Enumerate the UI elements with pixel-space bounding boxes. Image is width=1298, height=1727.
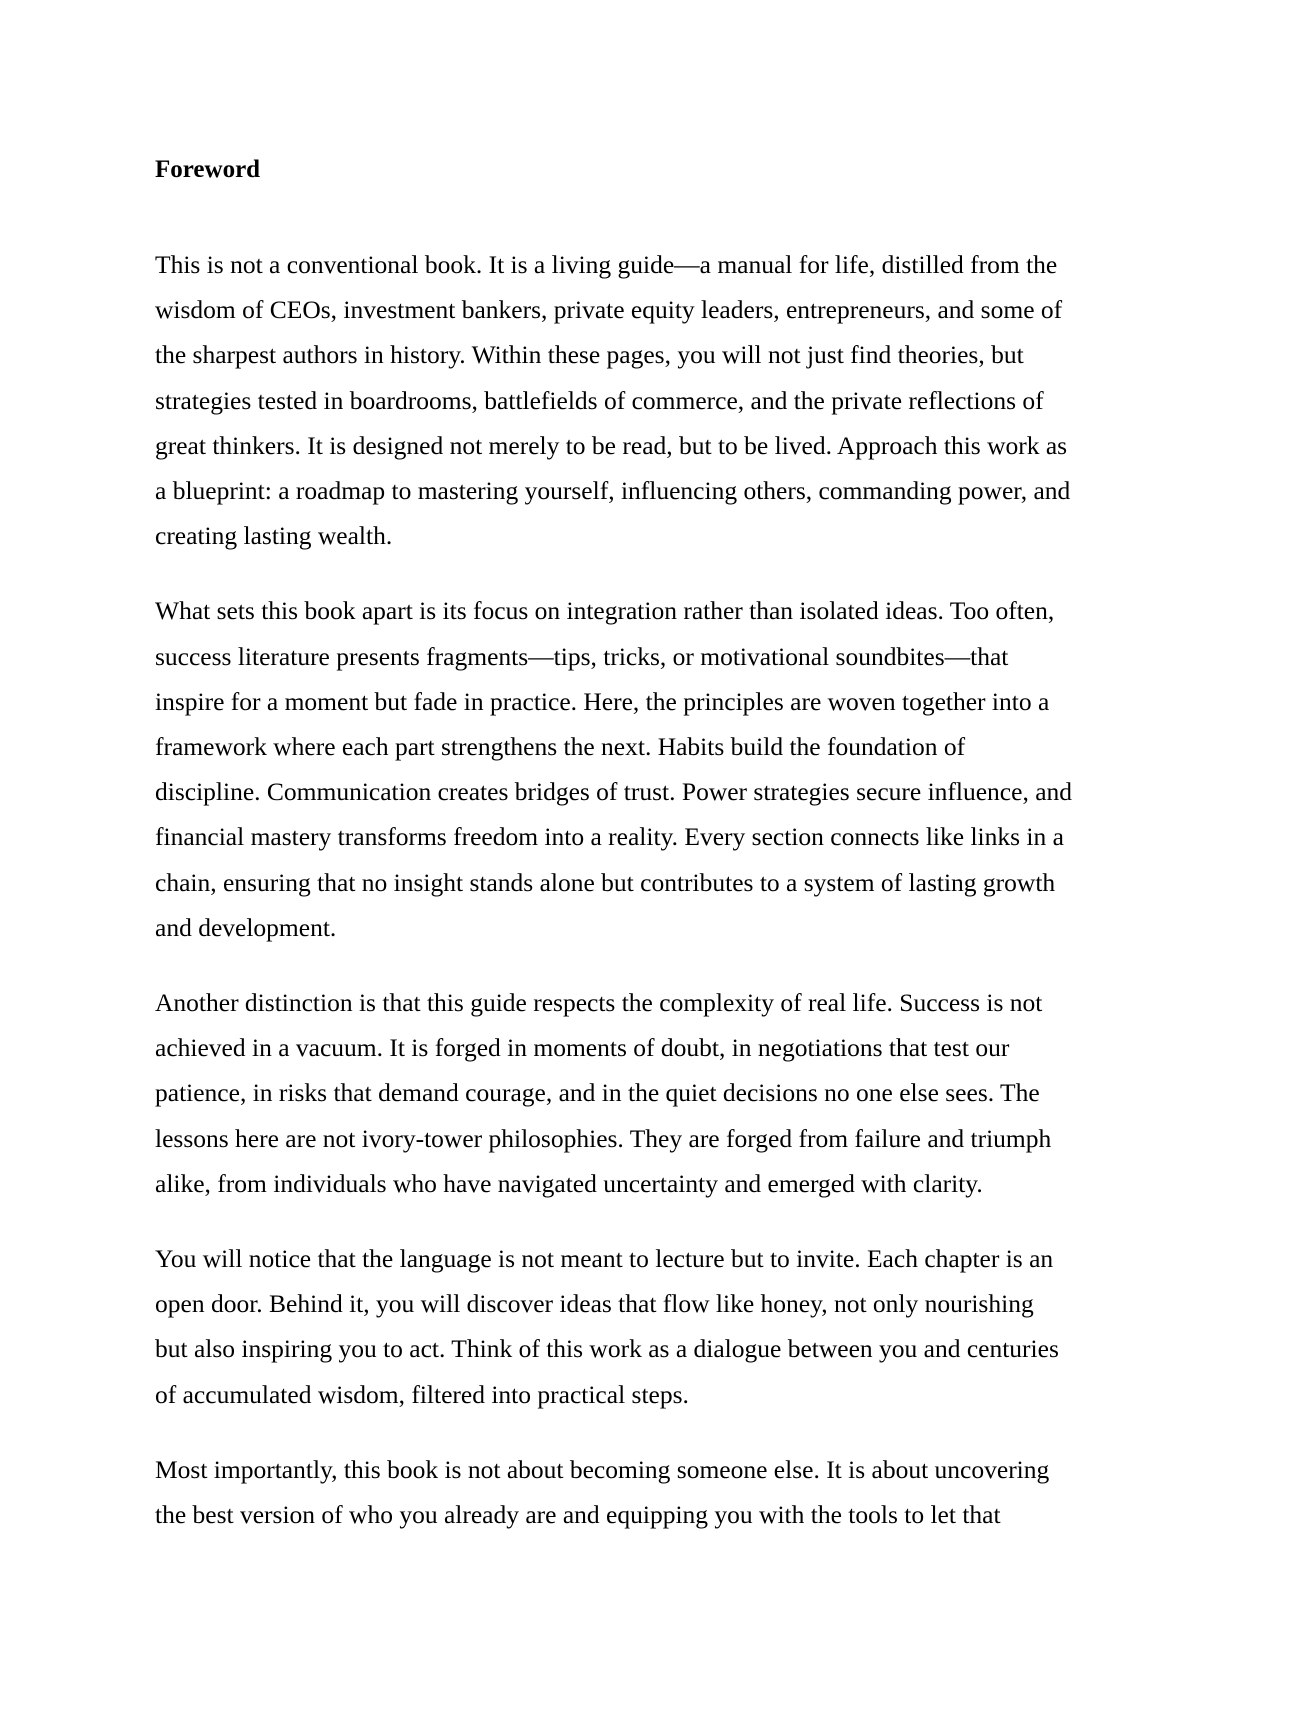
- paragraph-line: alike, from individuals who have navigated uncertainty and emerged with clarity.: [155, 1168, 983, 1198]
- paragraph-line: discipline. Communication creates bridges of trust. Power strategies secure influence, and: [155, 777, 1073, 807]
- paragraph-line: wisdom of CEOs, investment bankers, private equity leaders, entrepreneurs, and some of: [155, 295, 1063, 325]
- paragraph-line: patience, in risks that demand courage, and in the quiet decisions no one else sees. The: [155, 1078, 1040, 1108]
- paragraph-line: creating lasting wealth.: [155, 521, 393, 551]
- paragraph-line: achieved in a vacuum. It is forged in moments of doubt, in negotiations that test our: [155, 1033, 1010, 1063]
- paragraph-list: [155, 242, 1115, 1537]
- paragraph-line: framework where each part strengthens the next. Habits build the foundation of: [155, 732, 966, 762]
- paragraph-line: chain, ensuring that no insight stands alone but contributes to a system of lasting growth: [155, 867, 1056, 897]
- page-content: [155, 150, 1115, 1567]
- paragraph-line: strategies tested in boardrooms, battlefields of commerce, and the private reflections of: [155, 385, 1044, 415]
- body-paragraph: [155, 242, 1115, 558]
- paragraph-line: the best version of who you already are and equipping you with the tools to let that: [155, 1500, 1001, 1530]
- paragraph-line: the sharpest authors in history. Within these pages, you will not just find theories, but: [155, 340, 1024, 370]
- paragraph-line: lessons here are not ivory-tower philosophies. They are forged from failure and triumph: [155, 1123, 1052, 1153]
- section-heading: Foreword: [155, 156, 261, 183]
- paragraph-line: great thinkers. It is designed not merely to be read, but to be lived. Approach this work as: [155, 430, 1068, 460]
- paragraph-line: but also inspiring you to act. Think of this work as a dialogue between you and centuries: [155, 1334, 1059, 1364]
- paragraph-line: Most importantly, this book is not about becoming someone else. It is about uncovering: [155, 1454, 1050, 1484]
- paragraph-line: financial mastery transforms freedom into a reality. Every section connects like links in a: [155, 822, 1064, 852]
- body-paragraph: [155, 1236, 1115, 1417]
- paragraph-line: and development.: [155, 912, 337, 942]
- paragraph-line: Another distinction is that this guide respects the complexity of real life. Success is not: [155, 988, 1043, 1018]
- paragraph-line: of accumulated wisdom, filtered into practical steps.: [155, 1379, 689, 1409]
- paragraph-line: open door. Behind it, you will discover ideas that flow like honey, not only nourishing: [155, 1289, 1034, 1319]
- paragraph-line: What sets this book apart is its focus on integration rather than isolated ideas. Too often,: [155, 596, 1055, 626]
- body-paragraph: [155, 588, 1115, 950]
- body-paragraph: [155, 1447, 1115, 1537]
- paragraph-line: You will notice that the language is not meant to lecture but to invite. Each chapter is an: [155, 1244, 1054, 1274]
- paragraph-line: success literature presents fragments—tips, tricks, or motivational soundbites—that: [155, 641, 1009, 671]
- paragraph-line: inspire for a moment but fade in practice. Here, the principles are woven together into a: [155, 686, 1050, 716]
- paragraph-line: a blueprint: a roadmap to mastering yourself, influencing others, commanding power, and: [155, 476, 1071, 506]
- paragraph-line: This is not a conventional book. It is a living guide—a manual for life, distilled from the: [155, 250, 1058, 279]
- body-paragraph: [155, 980, 1115, 1206]
